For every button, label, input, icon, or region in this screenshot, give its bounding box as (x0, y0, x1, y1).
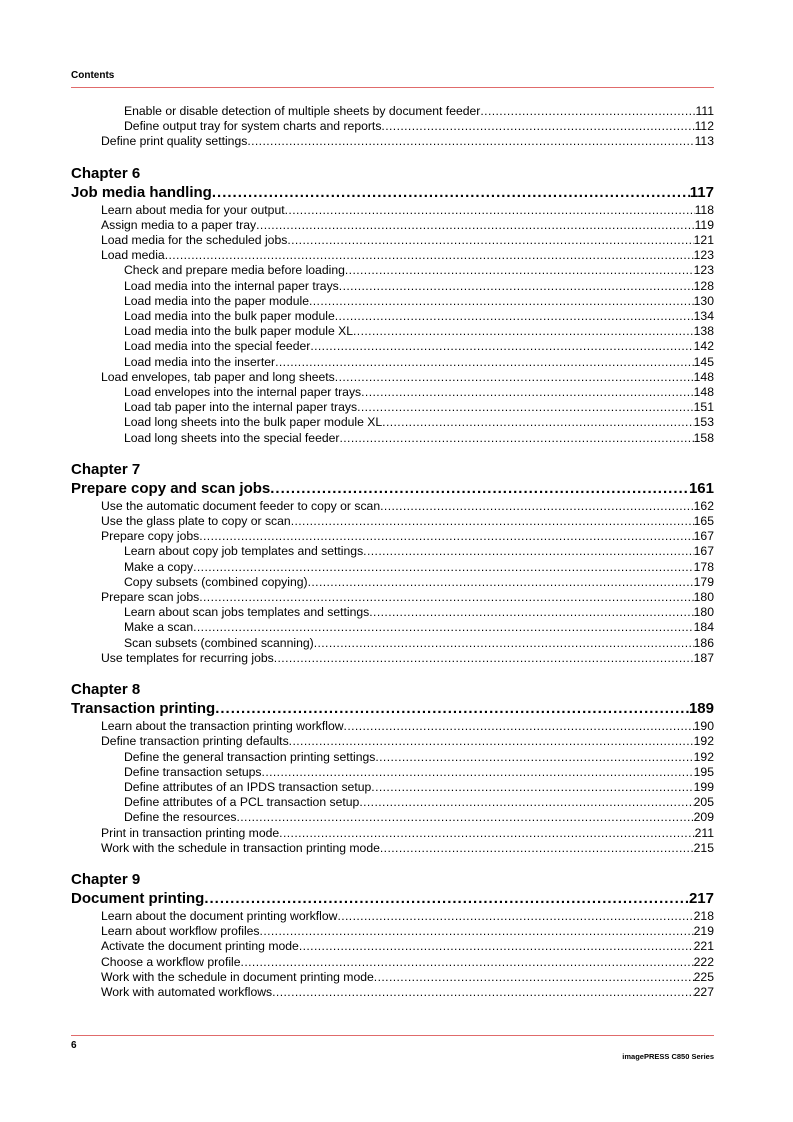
toc-entry-page: 111 (695, 104, 714, 118)
toc-entry[interactable] (71, 955, 714, 970)
dot-leader (357, 400, 694, 415)
toc-entry-page: 180 (693, 590, 714, 605)
toc-entry-title: Use templates for recurring jobs (101, 650, 274, 665)
toc-entry-page: 142 (693, 339, 714, 354)
toc-entry-page: 161 (688, 479, 714, 497)
toc-entry-page: 167 (693, 529, 714, 544)
toc-entry[interactable] (71, 575, 714, 590)
chapter-title-entry[interactable] (71, 889, 714, 909)
toc-entry-title: Check and prepare media before loading (124, 263, 345, 278)
toc-entry[interactable] (71, 924, 714, 939)
toc-entry-page: 219 (693, 924, 714, 939)
toc-entry-page: 187 (693, 650, 714, 665)
toc-entry-page: 162 (693, 498, 714, 513)
toc-entry[interactable] (71, 765, 714, 780)
toc-entry[interactable] (71, 826, 714, 841)
toc-entry-page: 195 (693, 764, 714, 779)
toc-entry-title: Load long sheets into the bulk paper module XL (124, 415, 383, 430)
toc-entry-title: Load media into the inserter (124, 354, 276, 369)
table-of-contents (71, 104, 714, 1000)
chapter-label: Chapter 6 (71, 164, 141, 182)
toc-entry[interactable] (71, 651, 714, 666)
toc-entry-title: Load long sheets into the special feeder (124, 430, 340, 445)
dot-leader (236, 810, 693, 825)
dot-leader (480, 104, 695, 119)
footer-rule (71, 1035, 714, 1036)
toc-entry-title: Load media for the scheduled jobs (101, 233, 288, 248)
toc-entry[interactable] (71, 134, 714, 149)
dot-leader (241, 955, 694, 970)
toc-entry-page: 123 (693, 248, 714, 263)
toc-entry[interactable] (71, 385, 714, 400)
toc-entry-page: 153 (693, 415, 714, 430)
toc-entry-title: Learn about the transaction printing workflow (101, 719, 344, 734)
dot-leader (308, 575, 694, 590)
toc-entry-title: Prepare copy and scan jobs (71, 479, 271, 497)
toc-entry-title: Define transaction setups (124, 764, 262, 779)
toc-entry-title: Define attributes of an IPDS transaction setup (124, 779, 372, 794)
dot-leader (275, 355, 694, 370)
toc-entry[interactable] (71, 544, 714, 559)
toc-entry[interactable] (71, 909, 714, 924)
dot-leader (270, 479, 689, 499)
toc-entry-title: Load media into the bulk paper module XL (124, 324, 354, 339)
dot-leader (381, 119, 694, 134)
dot-leader (335, 370, 694, 385)
toc-entry[interactable] (71, 780, 714, 795)
toc-entry[interactable] (71, 620, 714, 635)
toc-entry-page: 179 (693, 574, 714, 589)
dot-leader (279, 826, 694, 841)
dot-leader (165, 248, 694, 263)
dot-leader (344, 719, 694, 734)
toc-entry-title: Learn about scan jobs templates and settings (124, 605, 370, 620)
toc-entry-page: 184 (693, 620, 714, 635)
chapter-label: Chapter 8 (71, 681, 141, 699)
toc-entry-page: 113 (694, 134, 714, 149)
toc-entry-page: 118 (694, 202, 714, 217)
dot-leader (382, 415, 694, 430)
toc-entry-title: Load media into the special feeder (124, 339, 311, 354)
toc-entry-page: 222 (693, 954, 714, 969)
dot-leader (339, 279, 694, 294)
toc-entry-title: Use the automatic document feeder to copy or scan (101, 498, 381, 513)
dot-leader (335, 309, 694, 324)
toc-entry-page: 145 (693, 354, 714, 369)
toc-entry[interactable] (71, 233, 714, 248)
dot-leader (291, 514, 694, 529)
toc-entry-page: 119 (694, 217, 714, 232)
toc-entry-page: 112 (694, 119, 714, 134)
dot-leader (363, 544, 693, 559)
dot-leader (309, 294, 694, 309)
chapter-section (71, 680, 714, 856)
dot-leader (256, 218, 694, 233)
chapter-title-entry[interactable] (71, 183, 714, 203)
toc-entry-title: Define the general transaction printing settings (124, 749, 376, 764)
toc-entry-title: Copy subsets (combined copying) (124, 574, 308, 589)
toc-entry-title: Define attributes of a PCL transaction setup (124, 795, 360, 810)
toc-entry-page: 209 (693, 810, 714, 825)
dot-leader (374, 970, 694, 985)
toc-entry-page: 134 (693, 309, 714, 324)
dot-leader (212, 183, 690, 203)
toc-entry[interactable] (71, 370, 714, 385)
dot-leader (353, 324, 694, 339)
dot-leader (380, 499, 694, 514)
toc-entry-page: 123 (693, 263, 714, 278)
toc-entry[interactable] (71, 529, 714, 544)
toc-entry[interactable] (71, 431, 714, 446)
toc-entry[interactable] (71, 499, 714, 514)
toc-entry-title: Load media (101, 248, 165, 263)
toc-entry[interactable] (71, 218, 714, 233)
dot-leader (310, 339, 693, 354)
product-name: imagePRESS C850 Series (622, 1052, 714, 1061)
toc-entry[interactable] (71, 203, 714, 218)
toc-entry[interactable] (71, 750, 714, 765)
toc-entry-page: 117 (689, 183, 714, 201)
toc-entry[interactable] (71, 415, 714, 430)
dot-leader (371, 780, 693, 795)
toc-entry[interactable] (71, 248, 714, 263)
toc-entry-page: 148 (693, 385, 714, 400)
toc-entry-title: Transaction printing (71, 700, 216, 718)
toc-entry-title: Load media into the bulk paper module (124, 309, 335, 324)
toc-entry-page: 178 (693, 559, 714, 574)
toc-entry[interactable] (71, 970, 714, 985)
toc-entry-title: Print in transaction printing mode (101, 825, 280, 840)
toc-entry[interactable] (71, 719, 714, 734)
toc-entry-title: Define print quality settings (101, 134, 248, 149)
dot-leader (359, 795, 693, 810)
toc-entry-title: Define output tray for system charts and reports (124, 119, 382, 134)
toc-entry-page: 227 (693, 984, 714, 999)
toc-entry-page: 180 (693, 605, 714, 620)
toc-entry-page: 192 (693, 734, 714, 749)
toc-entry-page: 148 (693, 369, 714, 384)
toc-entry-page: 205 (693, 795, 714, 810)
dot-leader (337, 909, 693, 924)
toc-entry-title: Load envelopes into the internal paper trays (124, 385, 362, 400)
toc-entry-page: 225 (693, 969, 714, 984)
toc-entry-page: 165 (693, 514, 714, 529)
toc-entry[interactable] (71, 309, 714, 324)
dot-leader (299, 939, 694, 954)
dot-leader (287, 233, 693, 248)
toc-entry-title: Prepare copy jobs (101, 529, 200, 544)
toc-entry[interactable] (71, 324, 714, 339)
toc-entry-title: Learn about copy job templates and settings (124, 544, 364, 559)
toc-entry-title: Work with automated workflows (101, 984, 273, 999)
dot-leader (361, 385, 694, 400)
toc-entry-page: 199 (693, 779, 714, 794)
toc-entry-title: Load envelopes, tab paper and long sheets (101, 369, 335, 384)
toc-entry-page: 189 (688, 700, 714, 718)
toc-entry-title: Enable or disable detection of multiple sheets by document feeder (124, 104, 481, 118)
toc-entry-page: 151 (693, 400, 714, 415)
toc-entry[interactable] (71, 400, 714, 415)
toc-entry[interactable] (71, 841, 714, 856)
toc-entry-title: Use the glass plate to copy or scan (101, 514, 291, 529)
dot-leader (369, 605, 693, 620)
toc-entry-title: Load media into the paper module (124, 293, 309, 308)
chapter-section (71, 460, 714, 666)
toc-entry[interactable] (71, 590, 714, 605)
toc-entry-title: Choose a workflow profile (101, 954, 241, 969)
dot-leader (289, 734, 694, 749)
dot-leader (199, 590, 693, 605)
toc-entry-title: Define the resources (124, 810, 237, 825)
toc-entry-page: 121 (693, 233, 714, 248)
dot-leader (193, 560, 694, 575)
toc-entry[interactable] (71, 294, 714, 309)
toc-entry[interactable] (71, 560, 714, 575)
toc-entry-title: Learn about workflow profiles (101, 924, 260, 939)
toc-entry-title: Job media handling (71, 183, 212, 201)
dot-leader (375, 750, 693, 765)
dot-leader (215, 699, 689, 719)
dot-leader (272, 985, 694, 1000)
toc-entry[interactable] (71, 985, 714, 1000)
toc-entry-page: 158 (693, 430, 714, 445)
dot-leader (247, 134, 694, 149)
toc-entry[interactable] (71, 810, 714, 825)
toc-entry-title: Learn about media for your output (101, 202, 285, 217)
running-header: Contents (71, 70, 115, 81)
dot-leader (262, 765, 694, 780)
toc-entry-page: 221 (693, 939, 714, 954)
dot-leader (345, 263, 694, 278)
toc-entry-page: 130 (693, 293, 714, 308)
toc-entry[interactable] (71, 355, 714, 370)
toc-entry-title: Make a copy (124, 559, 194, 574)
toc-entry-title: Document printing (71, 889, 205, 907)
toc-entry-page: 190 (693, 719, 714, 734)
toc-entry-title: Load media into the internal paper trays (124, 278, 339, 293)
header-rule (71, 87, 714, 88)
chapter-title-entry[interactable] (71, 479, 714, 499)
dot-leader (285, 203, 695, 218)
toc-entry-page: 217 (688, 889, 714, 907)
toc-entry-title: Work with the schedule in transaction printing mode (101, 840, 380, 855)
dot-leader (380, 841, 694, 856)
toc-entry-page: 138 (693, 324, 714, 339)
toc-entry-title: Activate the document printing mode (101, 939, 299, 954)
toc-entry[interactable] (71, 636, 714, 651)
toc-entry-title: Learn about the document printing workflow (101, 908, 338, 923)
chapter-title-entry[interactable] (71, 699, 714, 719)
page-number: 6 (71, 1040, 77, 1051)
toc-entry-title: Prepare scan jobs (101, 590, 200, 605)
toc-entry[interactable] (71, 939, 714, 954)
dot-leader (314, 636, 694, 651)
dot-leader (339, 431, 693, 446)
chapter-section (71, 870, 714, 1000)
toc-entry-page: 215 (693, 840, 714, 855)
toc-entry-title: Work with the schedule in document printing mode (101, 969, 374, 984)
chapter-label: Chapter 7 (71, 460, 141, 478)
toc-entry[interactable] (71, 734, 714, 749)
toc-entry[interactable] (71, 279, 714, 294)
toc-entry[interactable] (71, 119, 714, 134)
toc-entry[interactable] (71, 339, 714, 354)
dot-leader (274, 651, 694, 666)
toc-entry[interactable] (71, 514, 714, 529)
toc-entry-title: Define transaction printing defaults (101, 734, 289, 749)
dot-leader (204, 889, 689, 909)
toc-entry-page: 167 (693, 544, 714, 559)
toc-entry-page: 186 (693, 635, 714, 650)
toc-entry-page: 128 (693, 278, 714, 293)
toc-entry-title: Assign media to a paper tray (101, 217, 257, 232)
toc-entry-page: 211 (694, 825, 714, 840)
toc-entry-page: 192 (693, 749, 714, 764)
dot-leader (260, 924, 694, 939)
toc-entry-title: Load tab paper into the internal paper trays (124, 400, 358, 415)
dot-leader (199, 529, 693, 544)
toc-entry[interactable] (71, 263, 714, 278)
toc-entry[interactable] (71, 104, 714, 119)
toc-entry-title: Make a scan (124, 620, 194, 635)
toc-entry-page: 218 (693, 908, 714, 923)
toc-entry[interactable] (71, 795, 714, 810)
chapter-section (71, 164, 714, 446)
dot-leader (193, 620, 694, 635)
toc-entry-title: Scan subsets (combined scanning) (124, 635, 314, 650)
toc-entry[interactable] (71, 605, 714, 620)
chapter-label: Chapter 9 (71, 870, 141, 888)
